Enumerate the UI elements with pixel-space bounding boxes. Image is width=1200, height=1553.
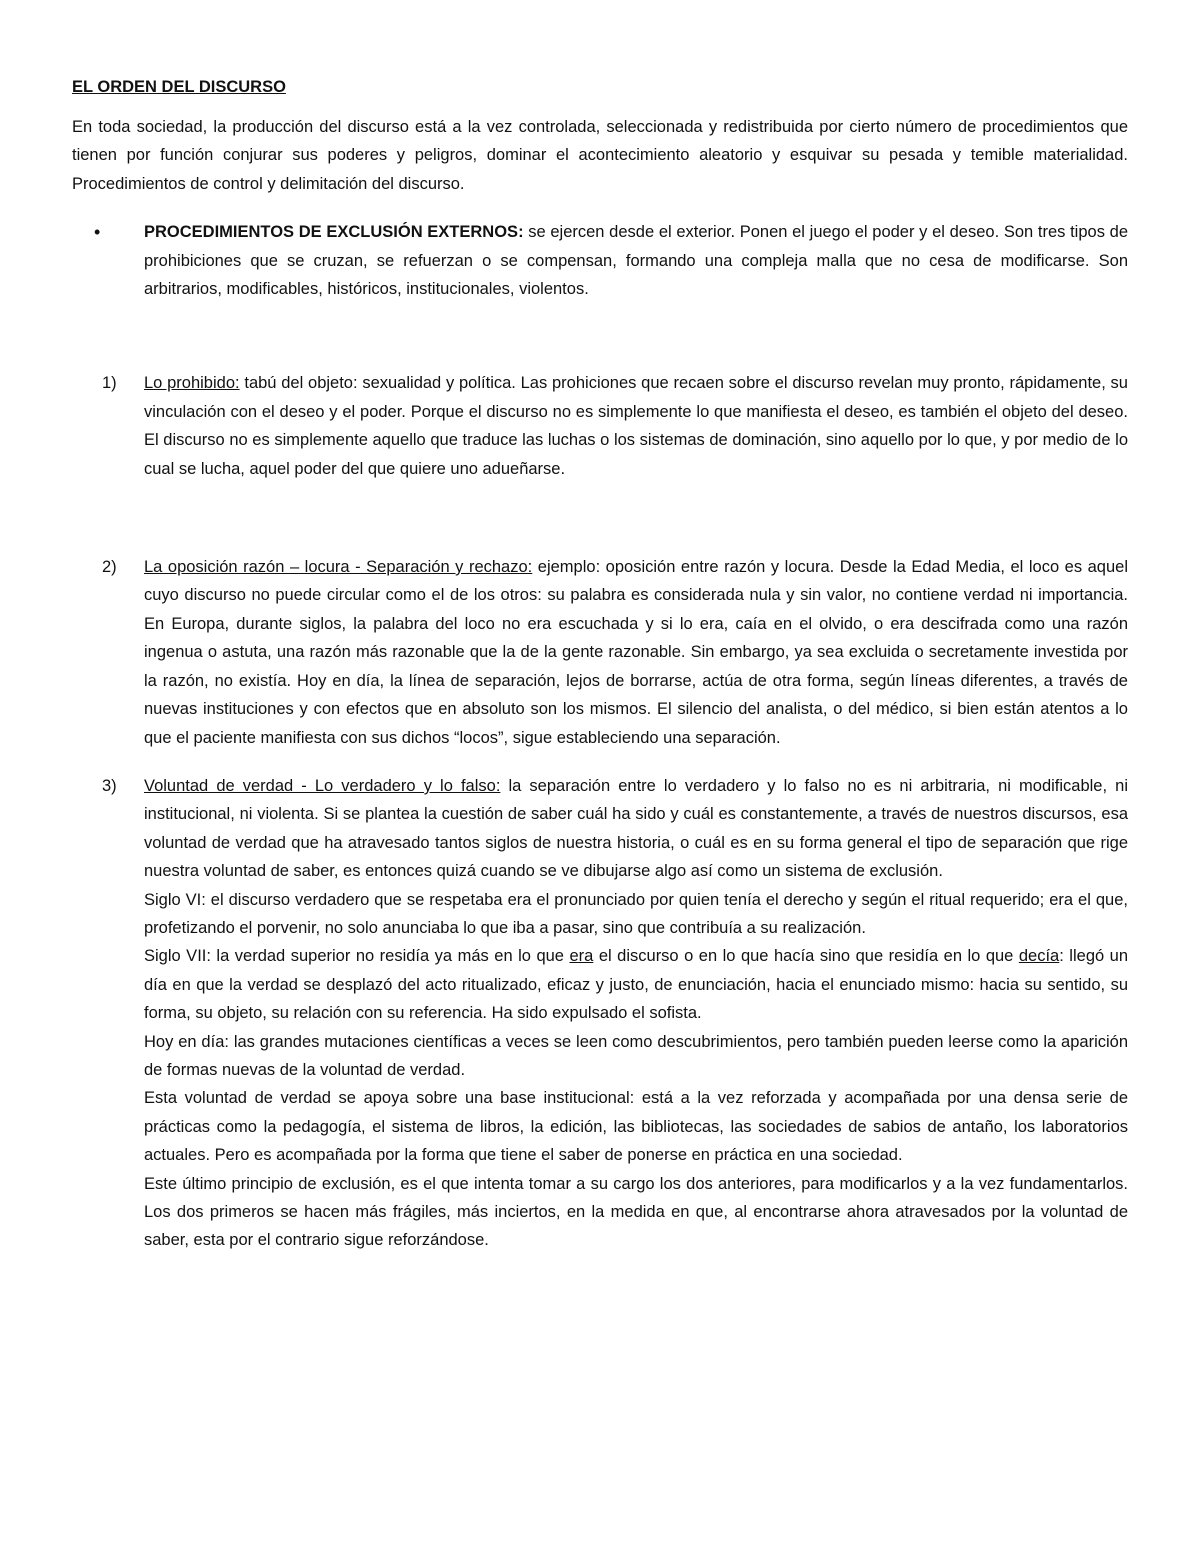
hoy-en-dia-paragraph: Hoy en día: las grandes mutaciones científicas a veces se leen como descubrimientos, pero también pueden leerse como la aparición de formas nuevas de la voluntad de verdad. [144, 1032, 1128, 1079]
siglo-vii-text-3: : llegó un día en que la verdad se desplazó del acto ritualizado, eficaz y justo, de enunciación, hacia el enunciado mismo: hacia su sentido, su forma, su objeto, su relación con su referencia. Ha sido expulsado el sofista. [144, 947, 1129, 1023]
siglo-vii-text-1: Siglo VII: la verdad superior no residía ya más en lo que [144, 947, 570, 966]
ultimo-principio-paragraph: Este último principio de exclusión, es el que intenta tomar a su cargo los dos anteriores, para modificarlos y a la vez fundamentarlos. Los dos primeros se hacen más frágiles, más inciertos, en la medida en que, al encontrarse ahora atravesados por la voluntad de saber, esta por el contrario sigue reforzándose. [144, 1174, 1128, 1250]
list-item-lo-prohibido [72, 369, 1128, 483]
list-number: 1) [102, 374, 117, 393]
siglo-vii-paragraph [144, 942, 1128, 1027]
item-text: tabú del objeto: sexualidad y política. Las prohiciones que recaen sobre el discurso revelan muy pronto, rápidamente, su vinculación con el deseo y el poder. Porque el discurso no es simplemente lo que manifiesta el deseo, es también el objeto del deseo. El discurso no es simplemente aquello que traduce las luchas o los sistemas de dominación, sino aquello por lo que, y por medio de lo cual se lucha, aquel poder del que quiere uno adueñarse. [144, 374, 1128, 478]
item-heading: Voluntad de verdad - Lo verdadero y lo falso: [144, 776, 501, 795]
item-text: la separación entre lo verdadero y lo falso no es ni arbitraria, ni modificable, ni institucional, ni violenta. Si se plantea la cuestión de saber cuál ha sido y cuál es constantemente, a través de nuestros discursos, esa voluntad de verdad que ha atravesado tantos siglos de nuestra historia, o cuál es en su forma general el tipo de separación que rige nuestra voluntad de saber, es entonces quizá cuando se ve dibujarse algo así como un sistema de exclusión. [144, 776, 1128, 881]
item-heading: Lo prohibido: [144, 374, 240, 393]
bullet-marker: • [94, 222, 101, 243]
list-item-voluntad-de-verdad [72, 772, 1128, 1255]
siglo-vi-paragraph: Siglo VI: el discurso verdadero que se respetaba era el pronunciado por quien tenía el derecho y según el ritual requerido; era el que, profetizando el porvenir, no solo anunciaba lo que iba a pasar, sino que contribuía a su realización. [144, 890, 1128, 937]
list-item-razon-locura [72, 553, 1128, 752]
intro-paragraph: En toda sociedad, la producción del discurso está a la vez controlada, seleccionada y redistribuida por cierto número de procedimientos que tienen por función conjurar sus poderes y peligros, dominar el acontecimiento aleatorio y esquivar su pesada y temible materialidad. Procedimientos de control y delimitación del discurso. [72, 118, 1128, 193]
bullet-item-exclusion-externos [72, 218, 1128, 303]
list-number: 2) [102, 558, 117, 577]
siglo-vii-decia: decía [1018, 947, 1060, 966]
item-heading: La oposición razón – locura - Separación y rechazo: [144, 558, 533, 577]
bullet-text: se ejercen desde el exterior. Ponen el juego el poder y el deseo. Son tres tipos de prohibiciones que se cruzan, se refuerzan o se compensan, formando una compleja malla que no cesa de modificarse. Son arbitrarios, modificables, históricos, institucionales, violentos. [144, 223, 1128, 299]
item-text: ejemplo: oposición entre razón y locura. Desde la Edad Media, el loco es aquel cuyo discurso no puede circular como el de los otros: su palabra es considerada nula y sin valor, no contiene verdad ni importancia. En Europa, durante siglos, la palabra del loco no era escuchada y si lo era, caía en el olvido, o era descifrada como una razón ingenua o astuta, una razón más razonable que la de la gente razonable. Sin embargo, ya sea excluida o secretamente investida por la razón, no existía. Hoy en día, la línea de separación, lejos de borrarse, actúa de otra forma, según líneas diferentes, a través de nuevas instituciones y con efectos que en absoluto son los mismos. El silencio del analista, o del médico, si bien están atentos a lo que el paciente manifiesta con sus dichos “locos”, sigue estableciendo una separación. [144, 558, 1128, 747]
base-institucional-paragraph: Esta voluntad de verdad se apoya sobre una base institucional: está a la vez reforzada y acompañada por una densa serie de prácticas como la pedagogía, el sistema de libros, la edición, las bibliotecas, las sociedades de sabios de antaño, los laboratorios actuales. Pero es acompañada por la forma que tiene el saber de ponerse en práctica en una sociedad. [144, 1089, 1128, 1165]
bullet-heading: PROCEDIMIENTOS DE EXCLUSIÓN EXTERNOS: [144, 223, 524, 242]
siglo-vii-era: era [569, 947, 594, 966]
document-title: EL ORDEN DEL DISCURSO [72, 78, 286, 96]
list-number: 3) [102, 776, 117, 795]
siglo-vii-text-2: el discurso o en lo que hacía sino que residía en lo que [593, 947, 1019, 966]
